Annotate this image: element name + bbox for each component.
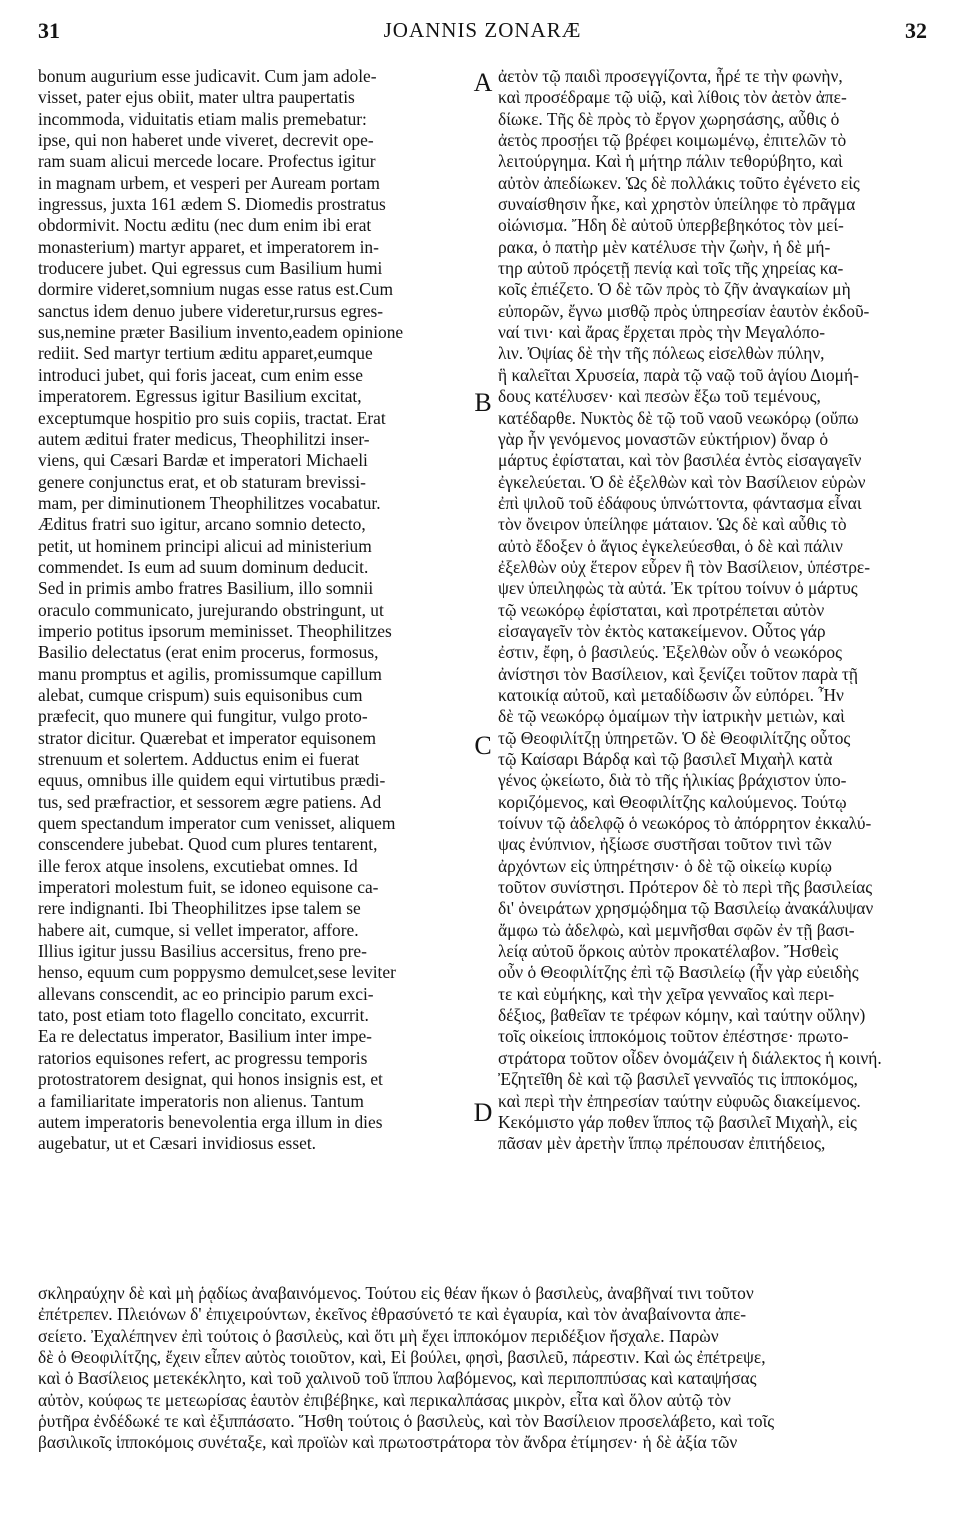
- latin-text-line: imperio potitus ipsorum meminisset. Theophilitzes: [38, 620, 392, 641]
- greek-text-line: συναίσθησιν ἧκε, καὶ χρηστὸν ὑπείληφε τὸ πρᾶγμα: [498, 194, 856, 215]
- greek-text-line: ἀρχόντων εἰς ὑπηρέτησιν· ὁ δὲ τῷ οἰκείῳ κυρίῳ: [498, 855, 832, 876]
- greek-text-line: τὸν ὄνειρον ὑπείληφε μάταιον. Ὡς δὲ καὶ αὖθις τὸ: [498, 514, 847, 535]
- greek-text-line: τηρ αὐτοῦ πρόςετῇ πενίᾳ καὶ τοῖς τῆς χηρείας κα-: [498, 258, 844, 279]
- margin-marker-b: B: [474, 388, 492, 417]
- latin-text-line: præfecit, quo munere qui fungitur, vulgo proto-: [38, 706, 368, 727]
- latin-text-line: manu promptus et agilis, promissumque capillum: [38, 663, 382, 684]
- greek-text-line: ἐξελθὼν οὐχ ἕτερον εὗρεν ἢ τὸν Βασίλειον, ὑπέστρε-: [498, 556, 871, 577]
- greek-full-line: αὐτὸν, κούφως τε μετεωρίσας ἑαυτὸν ἐπιβέβηκε, καὶ περικαλπάσας μικρὸν, εἶτα καὶ ὅλον αὐτῷ τὸν: [38, 1389, 731, 1410]
- greek-text-line: τοῦτον συνίστησι. Πρότερον δὲ τὸ περὶ τῆς βασιλείας: [498, 877, 873, 898]
- latin-text-line: Illius igitur jussu Basilius accersitus, freno pre-: [38, 941, 367, 962]
- greek-text-line: κατοικίᾳ αὐτοῦ, καὶ μεταδίδωσιν ὧν εὐπόρει. Ἦν: [498, 684, 844, 705]
- latin-text-line: autem æditui frater medicus, Theophilitzi inser-: [38, 428, 370, 449]
- latin-text-line: conscendere jubebat. Quod cum plures tentarent,: [38, 834, 378, 855]
- page-number-right: 32: [905, 18, 927, 43]
- greek-text-line: τῷ νεωκόρῳ ἐφίσταται, καὶ προτρέπεται αὐτὸν: [498, 599, 825, 620]
- latin-text-line: henso, equum cum poppysmo demulcet,sese leviter: [38, 962, 396, 983]
- latin-text-line: strator dicitur. Quærebat et imperator equisonem: [38, 727, 377, 748]
- greek-text-line: τοῖς οἰκείοις ἱπποκόμοις τοῦτον ἐπέστησε· πρωτο-: [498, 1026, 849, 1047]
- greek-text-line: γένος ᾠκείωτο, διὰ τὸ τῆς ἡλικίας βράχιστον ὑπο-: [498, 770, 847, 791]
- greek-text-line: Κεκόμιστο γάρ ποθεν ἵππος τῷ βασιλεῖ Μιχαὴλ, εἰς: [498, 1111, 857, 1132]
- greek-text-line: στράτορα τοῦτον οἶδεν ὀνομάζειν ἡ διάλεκτος ἡ κοινή.: [498, 1047, 882, 1068]
- latin-text-line: monasterium) martyr apparet, et imperatorem in-: [38, 236, 379, 257]
- margin-marker-a: A: [473, 68, 493, 97]
- greek-text-line: ἀετὸς προσῄει τῷ βρέφει κοιμωμένῳ, ἐπιτελῶν τὸ: [498, 130, 847, 151]
- greek-text-line: ἀνίστησι τὸν Βασίλειον, καὶ ξενίζει τοῦτον παρὰ τῇ: [498, 663, 859, 684]
- greek-text-line: τῷ Θεοφιλίτζῃ ὑπηρετῶν. Ὁ δὲ Θεοφιλίτζης οὗτος: [498, 727, 851, 748]
- latin-text-line: quem spectandum imperator cum venisset, aliquem: [38, 813, 396, 834]
- greek-text-line: ἣ καλεῖται Χρυσεία, παρὰ τῷ ναῷ τοῦ ἁγίου Διομή-: [498, 364, 859, 385]
- greek-text-line: δι' ὀνειράτων χρησμῴδημα τῷ Βασιλείῳ ἀνακάλυψαν: [498, 898, 874, 919]
- greek-text-line: κοριζόμενος, καὶ Θεοφιλίτζης καλούμενος. Τούτῳ: [498, 791, 847, 812]
- latin-text-line: genere conjunctus erat, et ob staturam brevissi-: [38, 471, 366, 492]
- greek-text-line: τῷ Καίσαρι Βάρδᾳ καὶ τῷ βασιλεῖ Μιχαὴλ κατὰ: [498, 749, 833, 769]
- latin-text-line: imperatori molestum fuit, se idoneo equisone ca-: [38, 877, 379, 898]
- greek-text-line: ἀετὸν τῷ παιδὶ προσεγγίζοντα, ἦρέ τε τὴν φωνὴν,: [498, 66, 843, 86]
- latin-text-line: ram suam alicui mercede locare. Profectus igitur: [38, 151, 376, 172]
- latin-text-line: protostratorem designat, qui honos insignis est, et: [38, 1069, 383, 1090]
- greek-text-line: Ἐζητεῖθη δὲ καὶ τῷ βασιλεῖ γενναῖός τις ἱπποκόμος,: [498, 1069, 858, 1090]
- latin-text-line: strenuum et solertem. Adductus enim ei fuerat: [38, 749, 360, 769]
- greek-full-line: βασιλικοῖς ἱπποκόμοις συνέταξε, καὶ προϊὼν καὶ πρωτοστράτορα τὸν ἄνδρα ἐτίμησεν· ἡ δὲ ἀξία τῶν: [38, 1432, 738, 1453]
- latin-text-line: dormire videret,somnium nugas esse ratus est.Cum: [38, 279, 393, 300]
- latin-text-line: ipse, qui non haberet unde viveret, decrevit ope-: [38, 130, 374, 151]
- latin-text-line: bonum augurium esse judicavit. Cum jam adole-: [38, 66, 377, 86]
- latin-text-line: augebatur, ut et Cæsari invidiosus esset.: [38, 1133, 316, 1154]
- page-number-left: 31: [38, 18, 60, 43]
- latin-text-line: tus, sed præfractior, et sessorem ægre patiens. Ad: [38, 791, 382, 812]
- greek-text-line: καὶ προσέδραμε τῷ υἱῷ, καὶ λίθοις τὸν ἀετὸν ἀπε-: [498, 87, 847, 108]
- greek-column: [498, 66, 930, 1155]
- latin-text-line: equus, omnibus ille quidem equi virtutibus prædi-: [38, 770, 386, 791]
- greek-text-line: αὐτὸν ἀπεδίωκεν. Ὡς δὲ πολλάκις τοῦτο ἐγένετο εἰς: [498, 172, 860, 193]
- latin-text-line: tato, post etiam toto flagello concitato, excurrit.: [38, 1005, 369, 1026]
- full-width-text: [38, 1283, 930, 1454]
- greek-text-line: μάρτυς ἐφίσταται, καὶ τὸν βασιλέα ἐντὸς εἰσαγαγεῖν: [498, 450, 862, 471]
- greek-full-line: σκληραύχην δὲ καὶ μὴ ῥᾳδίως ἀναβαινόμενος. Τούτου εἰς θέαν ἥκων ὁ βασιλεὺς, ἀναβῆναί τινι τοῦτον: [38, 1283, 754, 1303]
- greek-full-line: ῥυτῆρα ἐνδέδωκέ τε καὶ ἐξιππάσατο. Ἥσθη τούτοις ὁ βασιλεὺς, καὶ τὸν Βασίλειον προσελάβετο, καὶ τοῖς: [38, 1411, 775, 1432]
- latin-text-line: ratorios equisones refert, ac progressu temporis: [38, 1047, 368, 1068]
- greek-full-line: σείετο. Ἐχαλέπηνεν ἐπὶ τούτοις ὁ βασιλεὺς, καὶ ὅτι μὴ ἔχει ἱπποκόμον περιδέξιον ἤσχαλε. Παρὼν: [38, 1325, 719, 1346]
- greek-text-line: ψας ἐνύπνιον, ἠξίωσε συστῆσαι τοῦτον τινὶ τῶν: [498, 834, 832, 855]
- greek-text-line: οὖν ὁ Θεοφιλίτζης ἐπὶ τῷ Βασιλείῳ (ἦν γὰρ εὐειδὴς: [498, 962, 859, 983]
- greek-text-line: γὰρ ἦν γενόμενος μοναστῶν εὐκτήριον) ὄναρ ὁ: [498, 428, 829, 449]
- latin-text-line: Æditus fratri suo igitur, arcano somnio detecto,: [38, 514, 366, 535]
- latin-text-line: sanctus idem denuo jubere videretur,rursus egres-: [38, 300, 384, 321]
- latin-text-line: autem imperatoris benevolentia erga illum in dies: [38, 1111, 383, 1132]
- latin-column: [38, 66, 470, 1155]
- greek-text-line: αὐτὸ ἔδοξεν ὁ ἅγιος ἐγκελεύεσθαι, ὁ δὲ καὶ πάλιν: [498, 535, 843, 556]
- latin-text-line: petit, ut hominem principi alicui ad ministerium: [38, 535, 372, 556]
- latin-text-line: viens, qui Cæsari Bardæ et imperatori Michaeli: [38, 450, 368, 471]
- greek-text-line: λειτούργημα. Καὶ ἡ μήτηρ πάλιν τεθορύβητο, καὶ: [498, 151, 843, 172]
- latin-text-line: Sed in primis ambo fratres Basilium, illo somnii: [38, 578, 374, 599]
- greek-text-line: τε καὶ εὐμήκης, καὶ τὴν χεῖρα γενναῖος καὶ περι-: [498, 983, 835, 1004]
- greek-text-line: τοίνυν τῷ ἀδελφῷ ὁ νεωκόρος τὸ ἀπόρρητον ἐκκαλύ-: [498, 813, 872, 834]
- latin-text-line: incommoda, viduitatis etiam malis premebatur:: [38, 108, 367, 129]
- latin-text-line: alebat, cumque crispum) suis equisonibus cum: [38, 684, 363, 705]
- margin-marker-c: C: [474, 731, 492, 760]
- latin-text-line: visset, pater ejus obiit, mater ultra paupertatis: [38, 87, 355, 108]
- latin-text-line: imperatorem. Egressus igitur Basilium excitat,: [38, 386, 362, 407]
- greek-full-line: ἐπέτρεπεν. Πλειόνων δ' ἐπιχειρούντων, ἐκεῖνος ἐθρασύνετό τε καὶ ἐγαυρία, καὶ τὸν ἀναβαίνοντα ἀπε-: [38, 1304, 747, 1325]
- page-header: [38, 18, 927, 58]
- latin-text-line: ille ferox atque insolens, excutiebat omnes. Id: [38, 855, 358, 876]
- greek-text-line: ἐπὶ ψιλοῦ τοῦ ἐδάφους ὑπνώττοντα, φάντασμα εἶναι: [498, 492, 862, 513]
- latin-text-line: Basilio delectatus (erat enim procerus, formosus,: [38, 642, 379, 663]
- margin-marker-d: D: [473, 1098, 493, 1127]
- greek-text-line: ναί τινι· καὶ ἄρας ἔρχεται πρὸς τὴν Μεγαλόπο-: [498, 322, 825, 343]
- greek-text-line: ψεν ὑπειληφὼς τὰ αὐτά. Ἐκ τρίτου τοίνυν ὁ μάρτυς: [498, 578, 858, 599]
- latin-text-line: Ea re delectatus imperator, Basilium inter impe-: [38, 1026, 372, 1047]
- greek-text-line: ἄμφω τὼ ἀδελφὼ, καὶ μεμνῆσθαι σφῶν ἐν τῇ βασι-: [498, 919, 855, 940]
- greek-text-line: λείᾳ αὐτοῦ ὅρκοις αὐτὸν προκατέλαβον. Ἤσθεὶς: [498, 941, 839, 962]
- latin-text-line: commendet. Is eum ad suum dominum deducit.: [38, 556, 369, 577]
- greek-full-line: δὲ ὁ Θεοφιλίτζης, ἔχειν εἶπεν αὐτὸς τοιοῦτον, καὶ, Εἰ βούλει, φησὶ, βασιλεῦ, πάρεστιν. Καὶ ὡς ἐπέτρεψε,: [38, 1347, 766, 1368]
- greek-text-line: πᾶσαν μὲν ἀρετὴν ἵππῳ πρέπουσαν ἐπιτήδειος,: [498, 1133, 826, 1154]
- latin-text-line: ingressus, juxta 161 ædem S. Diomedis prostratus: [38, 194, 386, 215]
- greek-text-line: ρακα, ὁ πατὴρ μὲν κατέλυσε τὴν ζωὴν, ἡ δὲ μή-: [498, 236, 831, 257]
- greek-text-line: δέξιος, βαθεῖαν τε τρέφων κόμην, καὶ ταύτην οὔλην): [498, 1005, 866, 1026]
- greek-text-line: ἐστιν, ἔφη, ὁ βασιλεύς. Ἐξελθὼν οὖν ὁ νεωκόρος: [498, 642, 843, 663]
- latin-text-line: mam, per diminutionem Theophilitzes vocabatur.: [38, 492, 381, 513]
- latin-text-line: a familiaritate imperatoris non alienus. Tantum: [38, 1090, 364, 1111]
- greek-text-line: οἰώνισμα. Ἤδη δὲ αὐτοῦ ὑπερβεβηκότος τὸν μεί-: [498, 215, 844, 236]
- greek-text-line: εὐπορῶν, ἔγνω μισθῷ πρὸς ὑπηρεσίαν ἑαυτὸν ἐκδοῦ-: [498, 300, 870, 321]
- latin-text-line: in magnam urbem, et vesperi per Auream portam: [38, 172, 380, 193]
- greek-text-line: εἰσαγαγεῖν τὸν ἐκτὸς κατακείμενον. Οὗτος γάρ: [498, 620, 826, 641]
- latin-text-line: obdormivit. Noctu æditu (nec dum enim ibi erat: [38, 215, 372, 236]
- latin-text-line: habere ait, cumque, si vellet imperator, affore.: [38, 919, 359, 940]
- greek-text-line: δίωκε. Τῆς δὲ πρὸς τὸ ἔργον χωρησάσης, αὖθις ὁ: [498, 108, 840, 129]
- latin-text-line: exceptumque hospitio pro suis copiis, tractat. Erat: [38, 407, 386, 428]
- greek-text-line: κατέδαρθε. Νυκτὸς δὲ τῷ τοῦ ναοῦ νεωκόρῳ (οὔπω: [498, 407, 859, 428]
- greek-text-line: λιν. Ὀψίας δὲ τὴν τῆς πόλεως εἰσελθὼν πύλην,: [498, 343, 825, 364]
- greek-text-line: ἐγκελεύεται. Ὁ δὲ ἐξελθὼν καὶ τὸν Βασίλειον εὑρὼν: [498, 471, 866, 492]
- latin-text-line: introduci jubet, qui foris jaceat, cum enim esse: [38, 364, 364, 385]
- latin-text-line: rediit. Sed martyr tertium æditu apparet,eumque: [38, 343, 373, 364]
- greek-text-line: καὶ περὶ τὴν ἐπηρεσίαν ταύτην εὐφυῶς διακείμενος.: [498, 1090, 861, 1111]
- latin-text-line: oraculo communicato, jurejurando obstringunt, ut: [38, 599, 384, 620]
- latin-text-line: troducere jubet. Qui egressus cum Basilium humi: [38, 258, 383, 279]
- latin-text-line: allevans conscendit, ac eo principio parum exci-: [38, 983, 374, 1004]
- latin-text-line: rere indignanti. Ibi Theophilitzes ipse talem se: [38, 898, 361, 919]
- greek-full-line: καὶ ὁ Βασίλειος μετεκέκλητο, καὶ τοῦ χαλινοῦ τοῦ ἵππου λαβόμενος, καὶ περιποππύσας καὶ καταψήσας: [38, 1368, 757, 1389]
- latin-text-line: sus,nemine præter Basilium invento,eadem opinione: [38, 322, 404, 343]
- running-title: JOANNIS ZONARÆ: [383, 18, 582, 42]
- greek-text-line: κοῖς ἐπιέζετο. Ὁ δὲ τῶν πρὸς τὸ ζῆν ἀναγκαίων μὴ: [498, 279, 851, 300]
- greek-text-line: δους κατέλυσεν· καὶ πεσὼν ἔξω τοῦ τεμένους,: [498, 386, 821, 407]
- greek-text-line: δὲ τῷ νεωκόρῳ ὁμαίμων τὴν ἰατρικὴν μετιὼν, καὶ: [498, 706, 845, 727]
